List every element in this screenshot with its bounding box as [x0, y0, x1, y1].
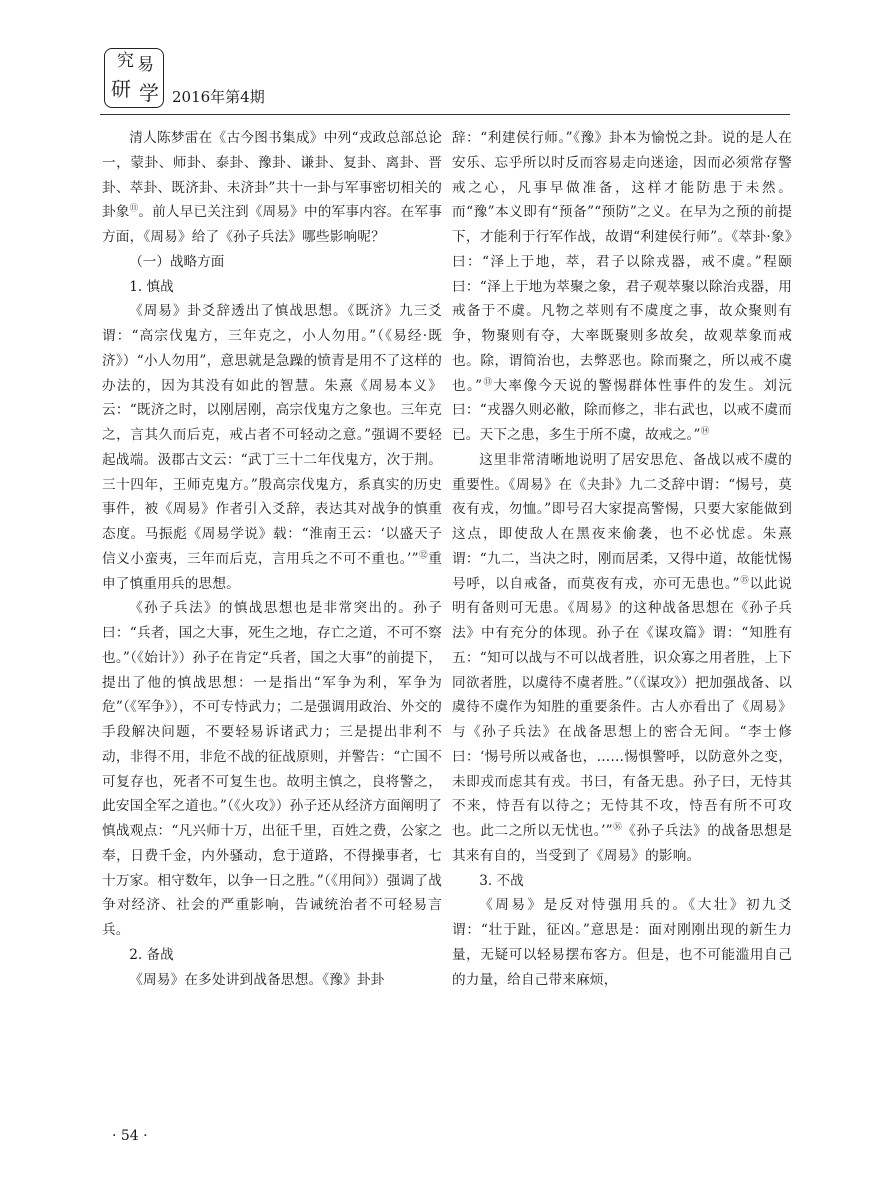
- paragraph-text: 大率像今天说的警惕群体性事件的发生。刘沅曰：“戎器久则必敝，除而修之，非右武也，以戒不虞而已。天下之患，多生于所不虞，故戒之。”: [452, 377, 792, 443]
- footnote-marker: ⑫: [418, 550, 429, 561]
- footnote-marker: ⑯: [612, 822, 623, 833]
- paragraph-text: 这里非常清晰地说明了居安思危、备战以戒不虞的重要性。《周易》在《夬卦》九二爻辞中谓：“惕号，莫夜有戎，勿恤。”即号召大家提高警惕，只要大家能做到这点，即使敌人在黑夜来偷袭，也不必忧虑。朱熹谓：“九二，当决之时，刚而居柔，又得中道，故能忧惕号呼，以自戒备，而莫夜有戎，亦可无患也。”: [452, 451, 792, 592]
- header-rule: [100, 114, 790, 115]
- paragraph-text: 3. 不战: [479, 872, 524, 889]
- paragraph-text: 。前人早已关注到《周易》中的军事内容。在军事方面，《周易》给了《孙子兵法》哪些影响呢？: [102, 204, 442, 245]
- footnote-marker: ⑭: [700, 426, 710, 437]
- paragraph: [452, 448, 792, 869]
- section-heading: [102, 943, 442, 968]
- paragraph-text: 2. 备战: [129, 946, 174, 963]
- footnote-marker: ⑮: [739, 574, 750, 585]
- right-column: [452, 126, 792, 992]
- logo-char: 易: [137, 55, 154, 75]
- paragraph: [452, 126, 792, 448]
- paragraph-text: 清人陈梦雷在《古今图书集成》中列“戎政总部总论一，蒙卦、师卦、泰卦、豫卦、谦卦、复卦、离卦、晋卦、萃卦、既济卦、未济卦”共十一卦与军事密切相关的卦象: [102, 130, 442, 221]
- paragraph-text: 《周易》卦爻辞透出了慎战思想。《既济》九三爻谓：“高宗伐鬼方，三年克之，小人勿用。”（《易经·既济》）“小人勿用”，意思就是急躁的愤青是用不了这样的办法的，因为其没有如此的智慧。朱熹《周易本义》云：“既济之时，以刚居刚，高宗伐鬼方之象也。三年克之，言其久而后克，戒占者不可轻动之意。”强调不要轻起战端。汲郡古文云：“武丁三十二年伐鬼方，次于荆。三十四年，王师克鬼方。”殷高宗伐鬼方，系真实的历史事件，被《周易》作者引入爻辞，表达其对战争的慎重态度。马振彪《周易学说》载：“淮南王云：‘以盛天子信义小蛮夷，三年而后克，言用兵之不可不重也。’”: [102, 303, 442, 567]
- left-column: [102, 126, 442, 992]
- logo-char: 研: [111, 77, 131, 101]
- paragraph-text: （一）战略方面: [129, 253, 225, 270]
- paragraph-text: 以此说明有备则可无患。《周易》的这种战备思想在《孙子兵法》中有充分的体现。孙子在《谋攻篇》谓：“知胜有五：“知可以战与不可以战者胜，识众寡之用者胜，上下同欲者胜，以虞待不虞者胜。”（《谋攻》）把加强战备、以虞待不虞作为知胜的重要条件。古人亦看出了《周易》与《孙子兵法》在战备思想上的密合无间。“李士修曰：‘惕号所以戒备也，……惕惧警呼，以防意外之变，未即戎而虑其有戎。书曰，有备无患。孙子曰，无恃其不来，恃吾有以待之；无恃其不攻，恃吾有所不可攻也。此二之所以无忧也。’”: [452, 575, 792, 839]
- journal-logo: [104, 48, 164, 108]
- paragraph: [102, 596, 442, 943]
- paragraph-text: 《孙子兵法》的战备思想是其来有自的，当受到了《周易》的影响。: [452, 823, 793, 864]
- paragraph-text: 辞：“利建侯行师。”《豫》卦本为愉悦之卦。说的是人在安乐、忘乎所以时反而容易走向迷途，因而必须常存警戒之心，凡事早做准备，这样才能防患于未然。而“豫”本义即有“预备”“预防”之义。在早为之预的前提下，才能利于行军作战，故谓“利建侯行师”。《萃卦·象》曰：“泽上于地，萃，君子以除戎器，戒不虞。”程颐曰：“泽上于地为萃聚之象，君子观萃聚以除治戎器，用戒备于不虞。凡物之萃则有不虞度之事，故众聚则有争，物聚则有夺，大率既聚则多故矣，故观萃象而戒也。除，谓简治也，去弊恶也。除而聚之，所以戒不虞也。”: [452, 130, 792, 394]
- section-heading: [102, 275, 442, 300]
- paragraph-text: 1. 慎战: [129, 278, 174, 295]
- section-heading: [102, 250, 442, 275]
- paragraph: [102, 968, 442, 993]
- section-heading: [452, 869, 792, 894]
- footnote-marker: ⑪: [129, 203, 139, 214]
- paragraph: [102, 299, 442, 596]
- footnote-marker: ⑬: [482, 376, 494, 387]
- logo-char: 学: [139, 81, 159, 105]
- page-number: · 54 ·: [112, 1128, 148, 1144]
- paragraph-text: 《孙子兵法》的慎战思想也是非常突出的。孙子曰：“兵者，国之大事，死生之地，存亡之道，不可不察也。”（《始计》）孙子在肯定“兵者，国之大事”的前提下，提出了他的慎战思想：一是指出“军争为利，军争为危”（《军争》），不可专恃武力；二是强调用政治、外交的手段解决问题，不要轻易诉诸武力；三是提出非利不动，非得不用，非危不战的征战原则，并警告：“亡国不可复存也，死者不可复生也。故明主慎之，良将警之，此安国全军之道也。”（《火攻》）孙子还从经济方面阐明了慎战观点：“凡兴师十万，出征千里，百姓之费，公家之奉，日费千金，内外骚动，怠于道路，不得操事者，七十万家。相守数年，以争一日之胜。”（《用间》）强调了战争对经济、社会的严重影响，告诫统治者不可轻易言兵。: [102, 600, 442, 938]
- paragraph-text: 重申了慎重用兵的思想。: [102, 550, 442, 592]
- paragraph-text: 《周易》是反对恃强用兵的。《大壮》初九爻谓：“壮于趾，征凶。”意思是：面对刚刚出现的新生力量，无疑可以轻易摆布客方。但是，也不可能滥用自己的力量，给自己带来麻烦，: [452, 897, 792, 988]
- journal-issue: 2016年第4期: [172, 88, 265, 106]
- paragraph-text: 《周易》在多处讲到战备思想。《豫》卦卦: [129, 971, 385, 988]
- paragraph: [102, 126, 442, 250]
- paragraph: [452, 893, 792, 992]
- logo-char: 究: [117, 51, 134, 71]
